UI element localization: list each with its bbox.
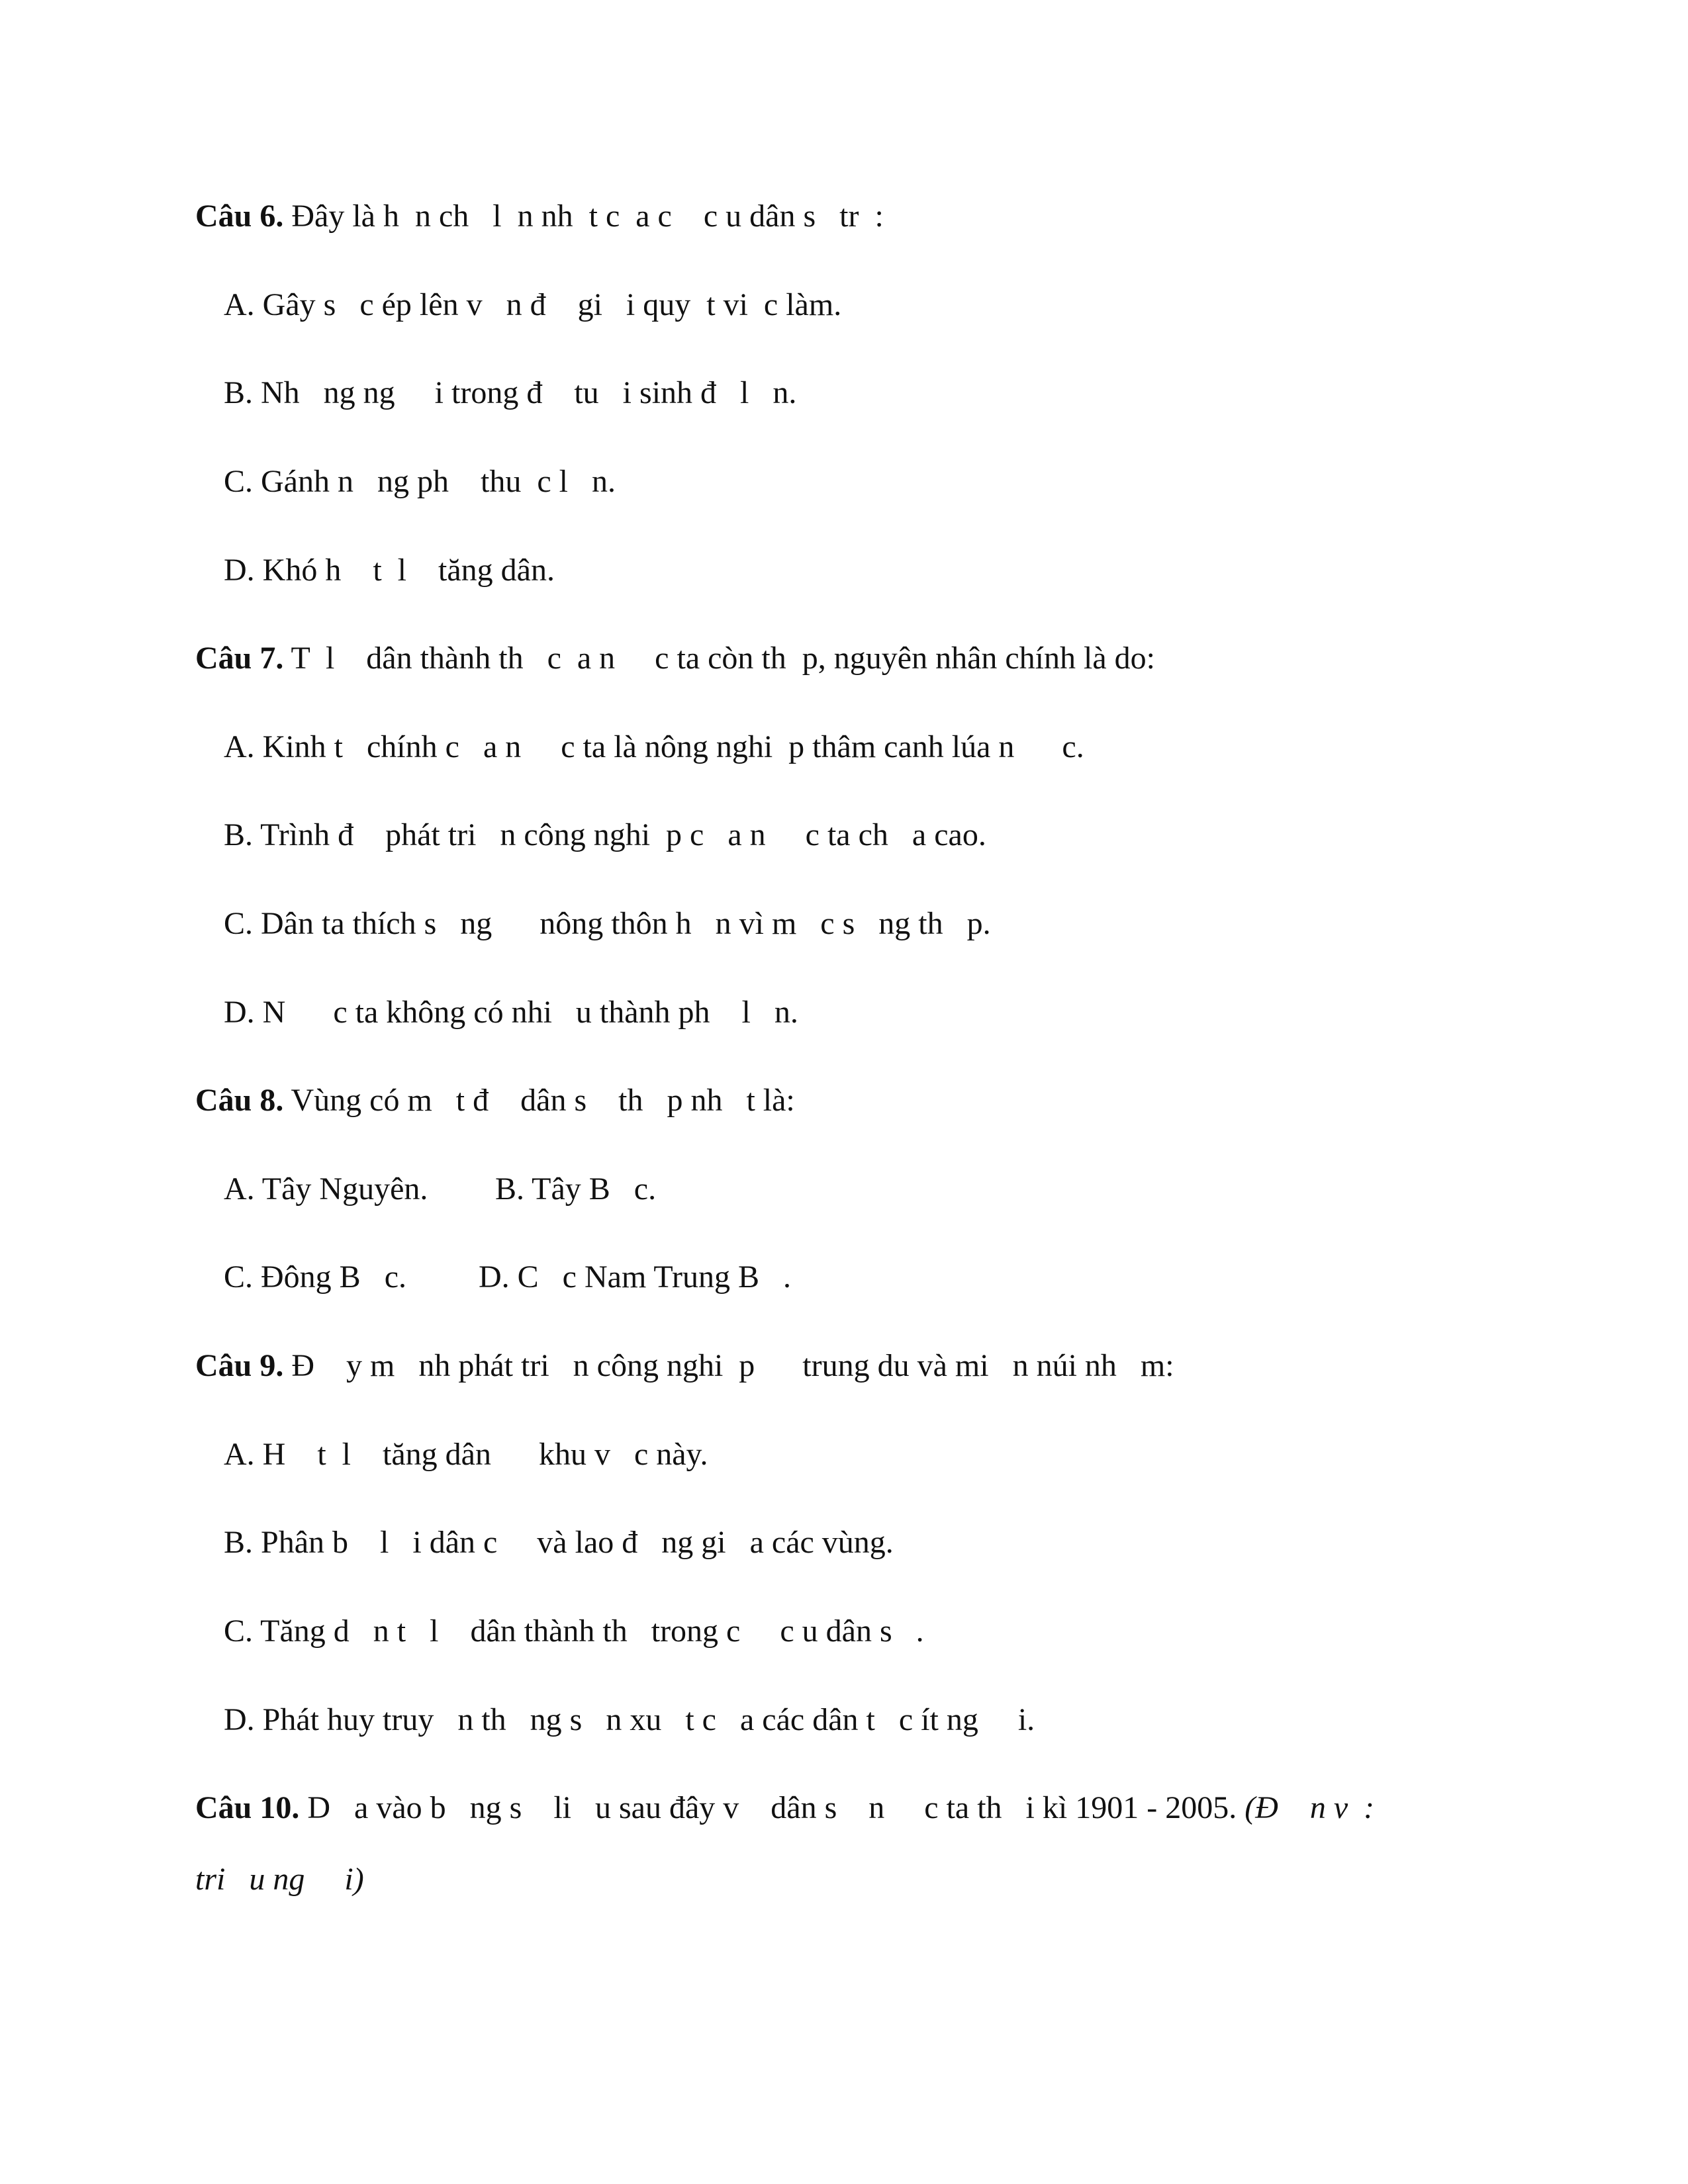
question-8-option-c: C. Đông B c. — [224, 1259, 406, 1295]
question-9-text: Đ y m nh phát tri n công nghi p trung du và mi n núi nh m: — [283, 1348, 1174, 1383]
question-9-label: Câu 9. — [195, 1348, 284, 1383]
question-9 — [195, 1346, 1174, 1386]
question-6 — [195, 197, 884, 236]
question-10-unit-line-1: (Đ n v : — [1244, 1790, 1375, 1825]
question-7-text: T l dân thành th c a n c ta còn th p, nguyên nhân chính là do: — [283, 641, 1155, 676]
question-8-options-row-2 — [224, 1257, 791, 1297]
question-7-option-d: D. N c ta không có nhi u thành ph l n. — [224, 995, 798, 1030]
question-6-option-b: B. Nh ng ng i trong đ tu i sinh đ l n. — [224, 375, 797, 410]
question-6-option-a: A. Gây s c ép lên v n đ gi i quy t vi c làm. — [224, 287, 842, 322]
question-7-option-a: A. Kinh t chính c a n c ta là nông nghi p thâm canh lúa n c. — [224, 729, 1084, 764]
question-8-option-b: B. Tây B c. — [495, 1171, 657, 1206]
question-8-option-d: D. C c Nam Trung B . — [479, 1259, 792, 1295]
question-7-option-b: B. Trình đ phát tri n công nghi p c a n c ta ch a cao. — [224, 817, 986, 852]
question-6-option-c: C. Gánh n ng ph thu c l n. — [224, 464, 616, 499]
question-8 — [195, 1081, 795, 1120]
question-9-option-b: B. Phân b l i dân c và lao đ ng gi a các vùng. — [224, 1525, 894, 1560]
question-10-text: D a vào b ng s li u sau đây v dân s n c ta th i kì 1901 - 2005. — [299, 1790, 1245, 1825]
question-7 — [195, 639, 1155, 678]
question-9-option-c: C. Tăng d n t l dân thành th trong c c u dân s . — [224, 1614, 924, 1649]
question-6-option-d: D. Khó h t l tăng dân. — [224, 553, 555, 588]
question-7-option-c: C. Dân ta thích s ng nông thôn h n vì m c s ng th p. — [224, 906, 991, 941]
question-10-unit-line-2: tri u ng i) — [195, 1862, 364, 1897]
question-9-option-a: A. H t l tăng dân khu v c này. — [224, 1437, 708, 1472]
question-8-text: Vùng có m t đ dân s th p nh t là: — [283, 1083, 795, 1118]
question-7-label: Câu 7. — [195, 641, 284, 676]
question-8-options-row-1 — [224, 1169, 656, 1209]
question-8-option-a: A. Tây Nguyên. — [224, 1171, 428, 1206]
question-9-option-d: D. Phát huy truy n th ng s n xu t c a các dân t c ít ng i. — [224, 1702, 1035, 1737]
question-6-text: Đây là h n ch l n nh t c a c c u dân s tr : — [283, 199, 884, 234]
question-10-label: Câu 10. — [195, 1790, 300, 1825]
question-6-label: Câu 6. — [195, 199, 284, 234]
question-10 — [195, 1788, 1374, 1828]
question-8-label: Câu 8. — [195, 1083, 284, 1118]
